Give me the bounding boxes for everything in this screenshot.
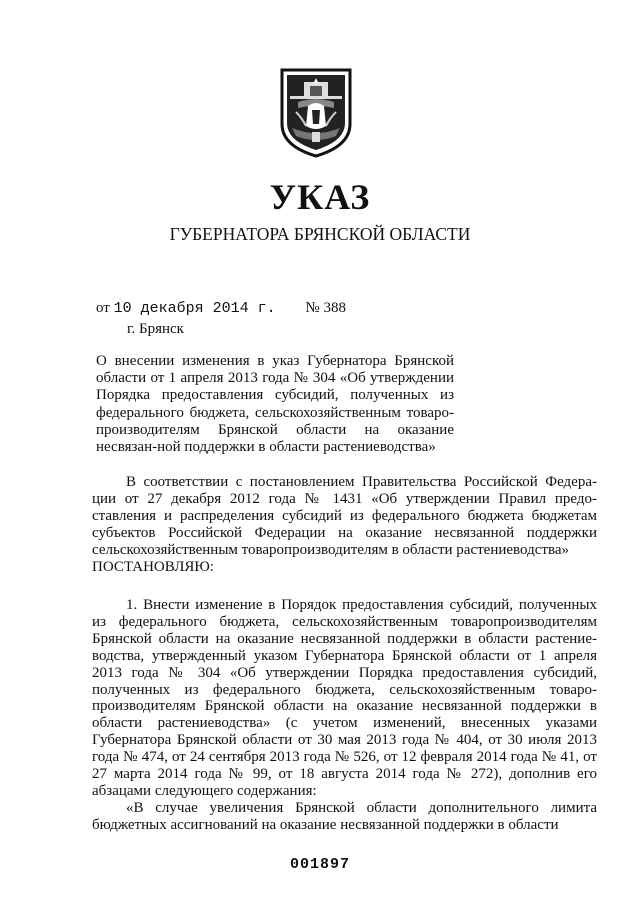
preamble-block [92, 474, 597, 575]
document-title: УКАЗ [269, 177, 371, 217]
decree-date: 10 декабря 2014 г. [113, 300, 276, 317]
decree-about: О внесении изменения в указ Губернатора Брянской области от 1 апреля 2013 года № 304 «Об утверждении Порядка предоставления субсидий, полученных из федерального бюджета, сельскохозяйственным товаро-производителям Брянской области на оказание несвязан-ной поддержки в области растениеводства» [96, 353, 454, 456]
clause-1-paragraph: 1. Внести изменение в Порядок предоставления субсидий, полученных из федерального бюджета, сельскохозяйственным товаропроизводителям Брянской области на оказание несвязанной поддержки в области растение-водства, утвержденный указом Губернатора Брянской области от 1 апреля 2013 года № 304 «Об утверждении Порядка предоставления субсидий, полученных из федерального бюджета, сельскохозяйственным товаро-производителям Брянской области на оказание несвязанной поддержки в области растениеводства» (с учетом изменений, внесенных указами Губернатора Брянской области от 30 мая 2013 года № 404, от 30 июля 2013 года № 474, от 24 сентября 2013 года № 526, от 12 февраля 2014 года № 41, от 27 марта 2014 года № 99, от 18 августа 2014 года № 272), дополнив его абзацами следующего содержания: [92, 597, 597, 799]
serial-number: 001897 [289, 856, 350, 873]
document-subtitle: ГУБЕРНАТОРА БРЯНСКОЙ ОБЛАСТИ [169, 224, 471, 244]
decree-date-line [96, 300, 346, 317]
quoted-clause-block [92, 800, 597, 834]
preamble-paragraph: В соответствии с постановлением Правительства Российской Федера-ции от 27 декабря 2012 года № 1431 «Об утверждении Правил предо-ставления и распределения субсидий из федерального бюджета бюджетам субъектов Российской Федерации на оказание несвязанной поддержки сельскохозяйственным товаропроизводителям в области растениеводства» [92, 474, 597, 558]
date-prefix: от [96, 300, 110, 316]
quoted-clause-paragraph: «В случае увеличения Брянской области дополнительного лимита бюджетных ассигнований на оказание несвязанной поддержки в области [92, 800, 597, 833]
resolve-word: ПОСТАНОВЛЯЮ: [92, 558, 214, 575]
decree-city: г. Брянск [127, 321, 184, 337]
coat-of-arms-icon [276, 66, 356, 158]
decree-number: № 388 [305, 300, 346, 316]
clause-1-block [92, 597, 597, 800]
